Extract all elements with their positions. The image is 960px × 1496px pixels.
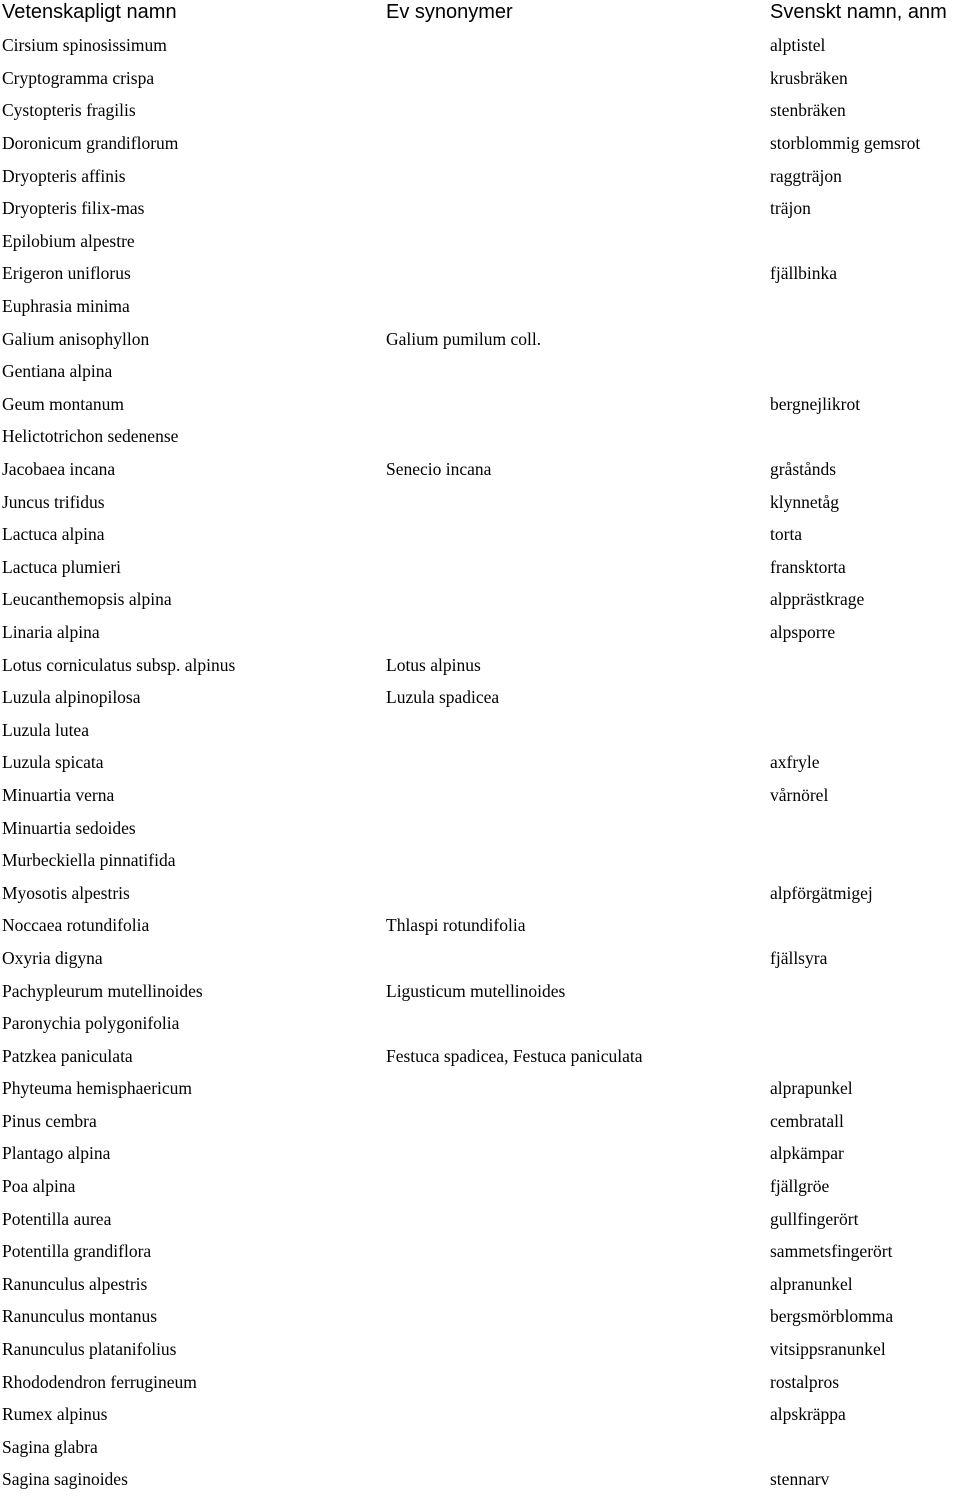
cell-synonym: Lotus alpinus	[386, 654, 481, 675]
table-row	[0, 1105, 960, 1138]
cell-scientific-name: Jacobaea incana	[2, 459, 116, 480]
cell-scientific-name: Plantago alpina	[2, 1143, 111, 1164]
cell-scientific-name: Euphrasia minima	[2, 296, 130, 317]
cell-scientific-name: Ranunculus alpestris	[2, 1273, 148, 1294]
table-row	[0, 388, 960, 421]
cell-scientific-name: Murbeckiella pinnatifida	[2, 850, 176, 871]
cell-scientific-name: Phyteuma hemisphaericum	[2, 1078, 193, 1099]
cell-scientific-name: Rhododendron ferrugineum	[2, 1371, 197, 1392]
table-row	[0, 62, 960, 95]
header-scientific-name: Vetenskapligt namn	[2, 1, 177, 23]
cell-scientific-name: Galium anisophyllon	[2, 328, 150, 349]
cell-swedish-name: fjällsyra	[770, 947, 828, 968]
cell-synonym: Thlaspi rotundifolia	[386, 915, 526, 936]
table-row	[0, 355, 960, 388]
table-row	[0, 779, 960, 812]
cell-swedish-name: torta	[770, 524, 803, 545]
cell-scientific-name: Leucanthemopsis alpina	[2, 589, 172, 610]
cell-scientific-name: Lactuca alpina	[2, 524, 105, 545]
cell-scientific-name: Rumex alpinus	[2, 1404, 108, 1425]
cell-synonym: Ligusticum mutellinoides	[386, 980, 566, 1001]
cell-scientific-name: Oxyria digyna	[2, 947, 103, 968]
table-row	[0, 29, 960, 62]
cell-swedish-name: raggträjon	[770, 165, 842, 186]
table-row	[0, 551, 960, 584]
cell-scientific-name: Sagina saginoides	[2, 1469, 128, 1490]
cell-scientific-name: Poa alpina	[2, 1176, 76, 1197]
cell-scientific-name: Cystopteris fragilis	[2, 100, 136, 121]
cell-scientific-name: Juncus trifidus	[2, 491, 105, 512]
cell-scientific-name: Noccaea rotundifolia	[2, 915, 150, 936]
cell-synonym: Galium pumilum coll.	[386, 328, 542, 349]
cell-scientific-name: Luzula lutea	[2, 719, 89, 740]
cell-swedish-name: krusbräken	[770, 67, 848, 88]
cell-swedish-name: storblommig gemsrot	[770, 133, 921, 154]
table-row	[0, 746, 960, 779]
cell-scientific-name: Ranunculus montanus	[2, 1306, 158, 1327]
table-row	[0, 648, 960, 681]
cell-scientific-name: Cryptogramma crispa	[2, 67, 155, 88]
header-synonyms: Ev synonymer	[386, 1, 513, 23]
table-row	[0, 1333, 960, 1366]
cell-scientific-name: Sagina glabra	[2, 1436, 98, 1457]
cell-scientific-name: Luzula spicata	[2, 752, 104, 773]
cell-scientific-name: Pachypleurum mutellinoides	[2, 980, 203, 1001]
table-row	[0, 1202, 960, 1235]
cell-swedish-name: gråstånds	[770, 459, 837, 480]
cell-scientific-name: Lotus corniculatus subsp. alpinus	[2, 654, 236, 675]
table-row	[0, 192, 960, 225]
cell-scientific-name: Epilobium alpestre	[2, 230, 135, 251]
cell-scientific-name: Lactuca plumieri	[2, 556, 122, 577]
cell-scientific-name: Luzula alpinopilosa	[2, 687, 141, 708]
table-row	[0, 225, 960, 258]
cell-swedish-name: alprapunkel	[770, 1078, 853, 1099]
cell-synonym: Luzula spadicea	[386, 687, 500, 708]
table-row	[0, 257, 960, 290]
cell-scientific-name: Erigeron uniflorus	[2, 263, 131, 284]
cell-swedish-name: stennarv	[770, 1469, 830, 1490]
table-header	[0, 0, 960, 26]
table-row	[0, 616, 960, 649]
table-row	[0, 1039, 960, 1072]
cell-swedish-name: alpprästkrage	[770, 589, 865, 610]
cell-scientific-name: Minuartia sedoides	[2, 817, 136, 838]
cell-swedish-name: träjon	[770, 198, 811, 219]
table-row	[0, 811, 960, 844]
table-row	[0, 942, 960, 975]
cell-swedish-name: fjällbinka	[770, 263, 838, 284]
cell-swedish-name: cembratall	[770, 1110, 844, 1131]
table-row	[0, 159, 960, 192]
cell-swedish-name: alpranunkel	[770, 1273, 853, 1294]
table-row	[0, 876, 960, 909]
cell-swedish-name: fransktorta	[770, 556, 846, 577]
table-row	[0, 1431, 960, 1464]
cell-swedish-name: stenbräken	[770, 100, 846, 121]
cell-swedish-name: fjällgröe	[770, 1176, 830, 1197]
cell-scientific-name: Patzkea paniculata	[2, 1045, 133, 1066]
cell-scientific-name: Geum montanum	[2, 393, 124, 414]
cell-swedish-name: bergsmörblomma	[770, 1306, 894, 1327]
table-row	[0, 1007, 960, 1040]
cell-swedish-name: vårnörel	[770, 784, 829, 805]
cell-scientific-name: Gentiana alpina	[2, 361, 113, 382]
table-row	[0, 420, 960, 453]
cell-swedish-name: alpsporre	[770, 621, 836, 642]
table-row	[0, 1365, 960, 1398]
cell-scientific-name: Potentilla grandiflora	[2, 1241, 152, 1262]
cell-scientific-name: Minuartia verna	[2, 784, 115, 805]
cell-scientific-name: Linaria alpina	[2, 621, 100, 642]
table-row	[0, 127, 960, 160]
table-row	[0, 909, 960, 942]
table-body	[0, 29, 960, 1496]
cell-scientific-name: Cirsium spinosissimum	[2, 35, 167, 56]
table-row	[0, 518, 960, 551]
cell-swedish-name: alpförgätmigej	[770, 882, 873, 903]
table-row	[0, 1235, 960, 1268]
cell-scientific-name: Doronicum grandiflorum	[2, 133, 179, 154]
table-row	[0, 1398, 960, 1431]
cell-swedish-name: alpskräppa	[770, 1404, 846, 1425]
cell-scientific-name: Pinus cembra	[2, 1110, 97, 1131]
table-row	[0, 453, 960, 486]
table-row	[0, 974, 960, 1007]
table-row	[0, 1072, 960, 1105]
table-row	[0, 1463, 960, 1496]
cell-scientific-name: Ranunculus platanifolius	[2, 1339, 177, 1360]
cell-scientific-name: Dryopteris filix-mas	[2, 198, 145, 219]
table-row	[0, 583, 960, 616]
cell-scientific-name: Myosotis alpestris	[2, 882, 130, 903]
table-row	[0, 485, 960, 518]
cell-swedish-name: alptistel	[770, 35, 826, 56]
cell-synonym: Festuca spadicea, Festuca paniculata	[386, 1045, 643, 1066]
cell-swedish-name: bergnejlikrot	[770, 393, 861, 414]
table-row	[0, 94, 960, 127]
table-row	[0, 322, 960, 355]
cell-swedish-name: sammetsfingerört	[770, 1241, 893, 1262]
cell-swedish-name: rostalpros	[770, 1371, 840, 1392]
table-row	[0, 1268, 960, 1301]
table-row	[0, 290, 960, 323]
header-swedish-name: Svenskt namn, anm	[770, 1, 947, 23]
table-row	[0, 1137, 960, 1170]
table-row	[0, 713, 960, 746]
cell-scientific-name: Helictotrichon sedenense	[2, 426, 179, 447]
cell-scientific-name: Potentilla aurea	[2, 1208, 112, 1229]
table-row	[0, 1170, 960, 1203]
table-row	[0, 844, 960, 877]
cell-swedish-name: alpkämpar	[770, 1143, 844, 1164]
cell-swedish-name: klynnetåg	[770, 491, 840, 512]
table-row	[0, 1300, 960, 1333]
cell-scientific-name: Dryopteris affinis	[2, 165, 126, 186]
table-row	[0, 681, 960, 714]
cell-swedish-name: axfryle	[770, 752, 820, 773]
cell-swedish-name: gullfingerört	[770, 1208, 859, 1229]
cell-scientific-name: Paronychia polygonifolia	[2, 1013, 180, 1034]
cell-swedish-name: vitsippsranunkel	[770, 1339, 886, 1360]
cell-synonym: Senecio incana	[386, 459, 492, 480]
